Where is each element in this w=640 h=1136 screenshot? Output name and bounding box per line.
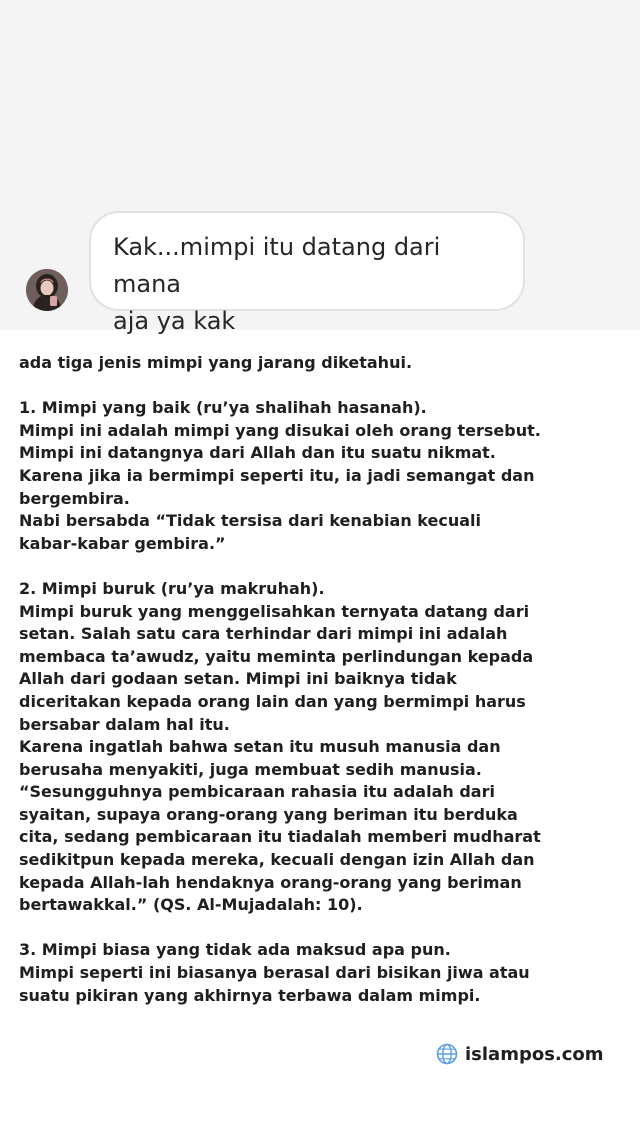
answer-text-block (19, 352, 629, 1007)
answer-point-2: 2. Mimpi buruk (ru’ya makruhah). Mimpi buruk yang menggelisahkan ternyata datang dari setan. Salah satu cara terhindar dari mimpi ini adalah membaca ta’awudz, yaitu meminta perlindungan kepada Allah dari godaan setan. Mimpi ini baiknya tidak diceritakan kepada orang lain dan yang bermimpi harus bersabar dalam hal itu. Karena ingatlah bahwa setan itu musuh manusia dan berusaha menyakiti, juga membuat sedih manusia. “Sesungguhnya pembicaraan rahasia itu adalah dari syaitan, supaya orang-orang yang beriman itu berduka cita, sedang pembicaraan itu tiadalah memberi mudharat sedikitpun kepada mereka, kecuali dengan izin Allah dan kepada Allah-lah hendaknya orang-orang yang beriman bertawakkal.” (QS. Al-Mujadalah: 10). (19, 578, 541, 915)
question-sticker-area (0, 0, 640, 335)
source-link[interactable]: islampos.com (465, 1043, 604, 1065)
answer-point-1: 1. Mimpi yang baik (ru’ya shalihah hasanah). Mimpi ini adalah mimpi yang disukai oleh orang tersebut. Mimpi ini datangnya dari Allah dan itu suatu nikmat. Karena jika ia bermimpi seperti itu, ia jadi semangat dan bergembira. Nabi bersabda “Tidak tersisa dari kenabian kecuali kabar-kabar gembira.” (19, 398, 541, 553)
answer-intro: ada tiga jenis mimpi yang jarang diketahui. (19, 353, 413, 372)
source-credit[interactable] (436, 1040, 604, 1068)
profile-photo-icon (26, 269, 68, 311)
question-bubble (89, 211, 525, 335)
avatar[interactable] (26, 269, 68, 311)
question-text: Kak...mimpi itu datang dari mana aja ya kak (113, 233, 441, 335)
globe-icon (436, 1043, 458, 1065)
answer-point-3: 3. Mimpi biasa yang tidak ada maksud apa pun. Mimpi seperti ini biasanya berasal dari bisikan jiwa atau suatu pikiran yang akhirnya terbawa dalam mimpi. (19, 940, 530, 1005)
